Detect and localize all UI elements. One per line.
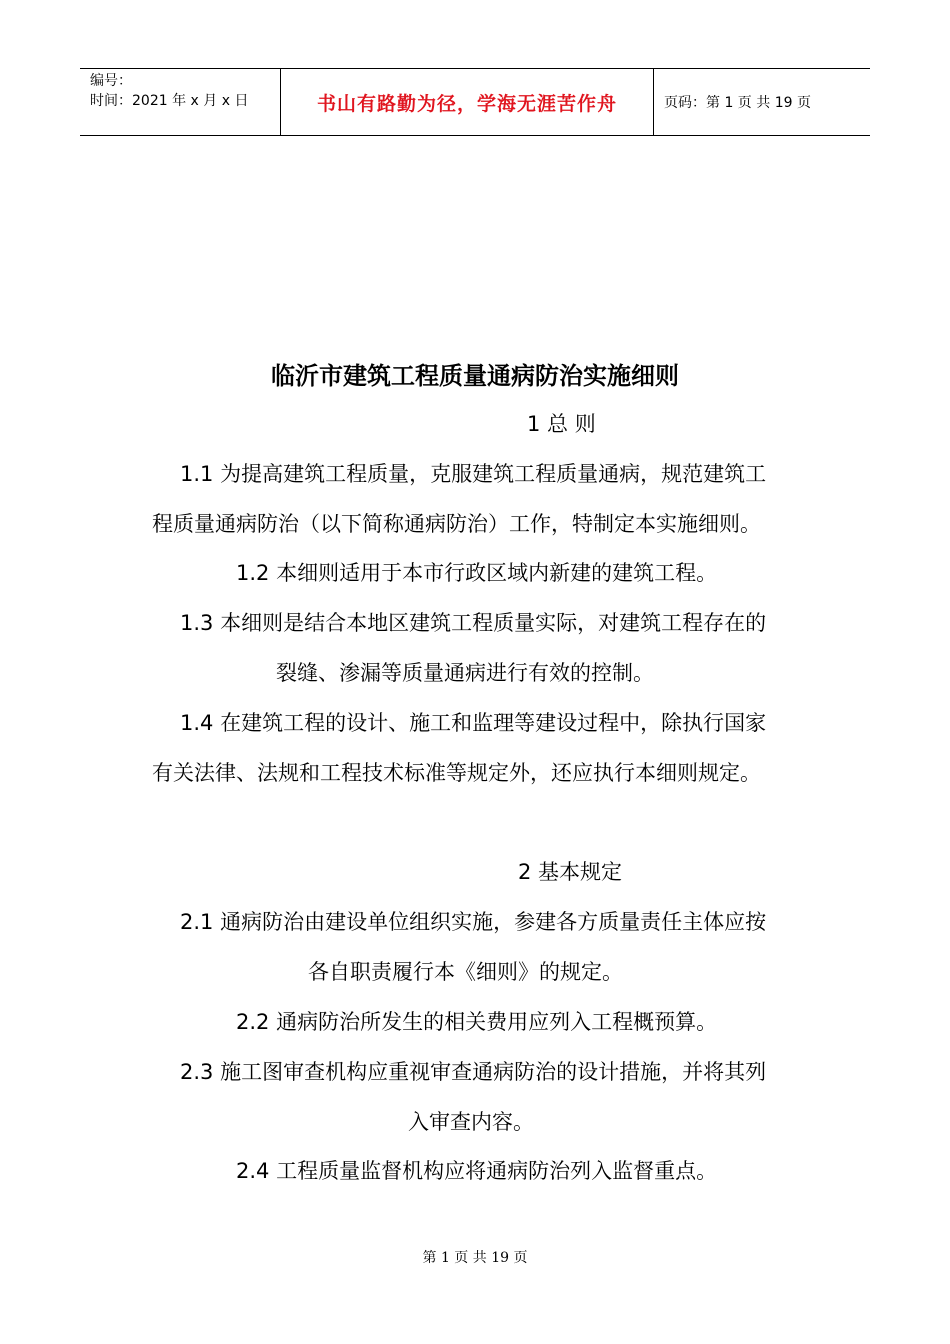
paragraph-line: 2.4 工程质量监督机构应将通病防治列入监督重点。	[236, 1159, 718, 1183]
paragraph-line: 裂缝、渗漏等质量通病进行有效的控制。	[276, 661, 654, 685]
header-meta-cell	[80, 69, 281, 135]
section-heading-2: 2 基本规定	[518, 860, 623, 884]
page-info: 页码：第 1 页 共 19 页	[664, 95, 811, 111]
paragraph-line: 1.2 本细则适用于本市行政区域内新建的建筑工程。	[236, 561, 718, 585]
paragraph-line: 1.1 为提高建筑工程质量，克服建筑工程质量通病，规范建筑工	[180, 462, 767, 486]
paragraph-line: 2.1 通病防治由建设单位组织实施，参建各方质量责任主体应按	[180, 910, 767, 934]
paragraph-line: 各自职责履行本《细则》的规定。	[308, 960, 623, 984]
paragraph-line: 2.2 通病防治所发生的相关费用应列入工程概预算。	[236, 1010, 718, 1034]
paragraph-line: 入审查内容。	[408, 1110, 534, 1134]
section-heading-1: 1 总 则	[527, 412, 596, 436]
time-label: 时间：2021 年 x 月 x 日	[90, 93, 249, 109]
paragraph-line: 1.4 在建筑工程的设计、施工和监理等建设过程中，除执行国家	[180, 711, 767, 735]
header-motto-cell	[281, 69, 654, 135]
motto-text: 书山有路勤为径，学海无涯苦作舟	[316, 92, 617, 115]
page-footer: 第 1 页 共 19 页	[422, 1250, 528, 1266]
paragraph-line: 2.3 施工图审查机构应重视审查通病防治的设计措施，并将其列	[180, 1060, 767, 1084]
number-label: 编号：	[90, 73, 132, 89]
document-title: 临沂市建筑工程质量通病防治实施细则	[271, 362, 679, 390]
paragraph-line: 有关法律、法规和工程技术标准等规定外，还应执行本细则规定。	[152, 761, 761, 785]
paragraph-line: 程质量通病防治（以下简称通病防治）工作，特制定本实施细则。	[152, 512, 761, 536]
header-page-cell	[654, 69, 870, 135]
paragraph-line: 1.3 本细则是结合本地区建筑工程质量实际，对建筑工程存在的	[180, 611, 767, 635]
header-table	[80, 68, 870, 136]
